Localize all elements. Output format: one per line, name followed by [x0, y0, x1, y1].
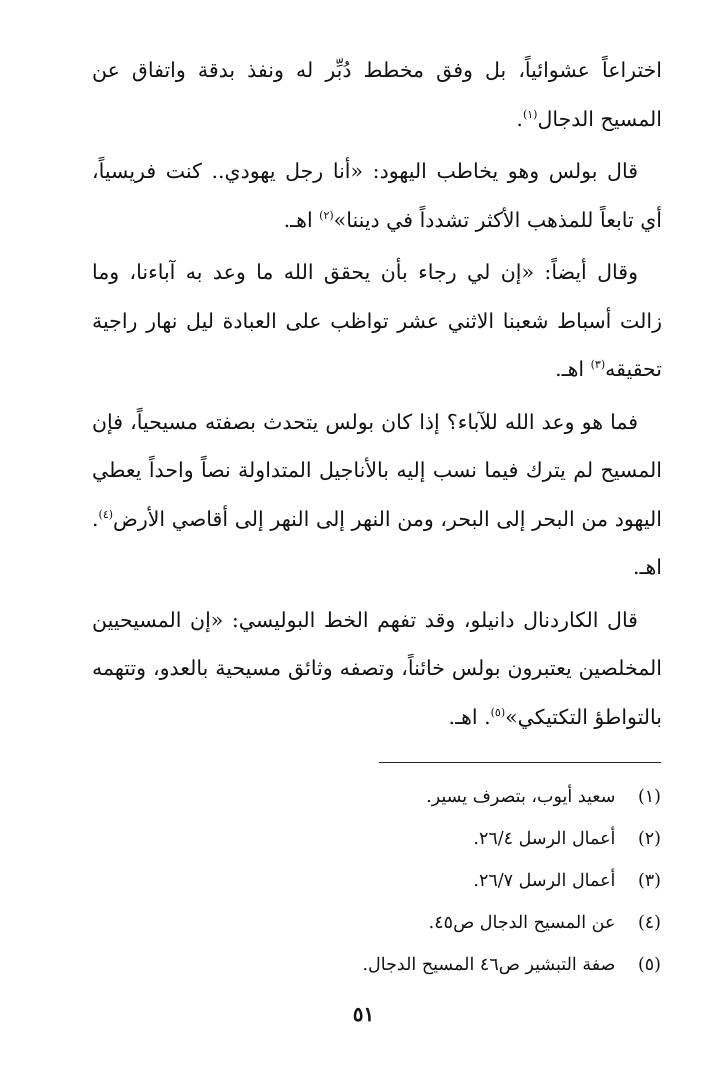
paragraph-tail: .: [516, 106, 523, 131]
footnote-number: (٤): [637, 913, 661, 933]
paragraph-5: [92, 596, 662, 742]
footnote-item: [101, 860, 661, 902]
paragraph-2: [92, 147, 662, 244]
footnote-number: (٣): [637, 871, 661, 891]
paragraph-text: فما هو وعد الله للآباء؟ إذا كان بولس يتحدث بصفته مسيحياً، فإن المسيح لم يترك فيما نسب إليه بالأناجيل المتداولة نصاً واحداً يعطي اليهود من البحر إلى البحر، ومن النهر إلى النهر إلى أقاصي الأرض: [92, 409, 662, 531]
footnote-number: (١): [637, 787, 661, 807]
footnote-ref-2: (٢): [319, 208, 334, 222]
footnote-list: [101, 776, 661, 986]
paragraph-4: [92, 398, 662, 592]
footnote-text: أعمال الرسل ٢٦/٧.: [473, 871, 616, 891]
paragraph-tail: . اهـ.: [92, 506, 662, 579]
footnote-item: [101, 818, 661, 860]
footnote-ref-1: (١): [522, 107, 538, 121]
footnote-divider: [379, 762, 661, 763]
paragraph-1: [92, 46, 662, 143]
paragraph-tail: . اهـ.: [448, 704, 491, 729]
footnote-ref-3: (٣): [590, 358, 606, 372]
footnote-ref-4: (٤): [98, 507, 114, 521]
paragraph-tail: اهـ.: [555, 357, 591, 381]
footnote-text: عن المسيح الدجال ص٤٥.: [428, 913, 616, 933]
footnote-text: أعمال الرسل ٢٦/٤.: [473, 829, 616, 849]
paragraph-text: اختراعاً عشوائياً، بل وفق مخطط دُبِّر له ونفذ بدقة واتفاق عن المسيح الدجال: [92, 58, 662, 131]
main-text: [92, 46, 662, 745]
paragraph-3: [92, 248, 662, 394]
footnote-number: (٢): [637, 829, 661, 849]
paragraph-text: قال الكاردنال دانيلو، وقد تفهم الخط البوليسي: «إن المسيحيين المخلصين يعتبرون بولس خائناً، وتصفه وثائق مسيحية بالعدو، وتتهمه بالتواطؤ التكتيكي»: [92, 607, 662, 729]
footnote-item: [101, 944, 661, 986]
footnote-ref-5: (٥): [490, 705, 506, 719]
footnote-text: سعيد أيوب، بتصرف يسير.: [426, 787, 616, 807]
footnote-text: صفة التبشير ص٤٦ المسيح الدجال.: [362, 955, 616, 975]
paragraph-text: قال بولس وهو يخاطب اليهود: «أنا رجل يهودي.. كنت فريسياً، أي تابعاً للمذهب الأكثر تشدداً في ديننا»: [92, 159, 662, 232]
paragraph-tail: اهـ.: [283, 207, 320, 232]
footnote-item: [101, 776, 661, 818]
paragraph-text: وقال أيضاً: «إن لي رجاء بأن يحقق الله ما وعد به آباءنا، وما زالت أسباط شعبنا الاثني عشر تواظب على العبادة ليل نهار راجية تحقيقه: [92, 260, 662, 381]
footnote-item: [101, 902, 661, 944]
page-number: ٥١: [352, 1002, 375, 1026]
footnote-number: (٥): [637, 955, 661, 975]
